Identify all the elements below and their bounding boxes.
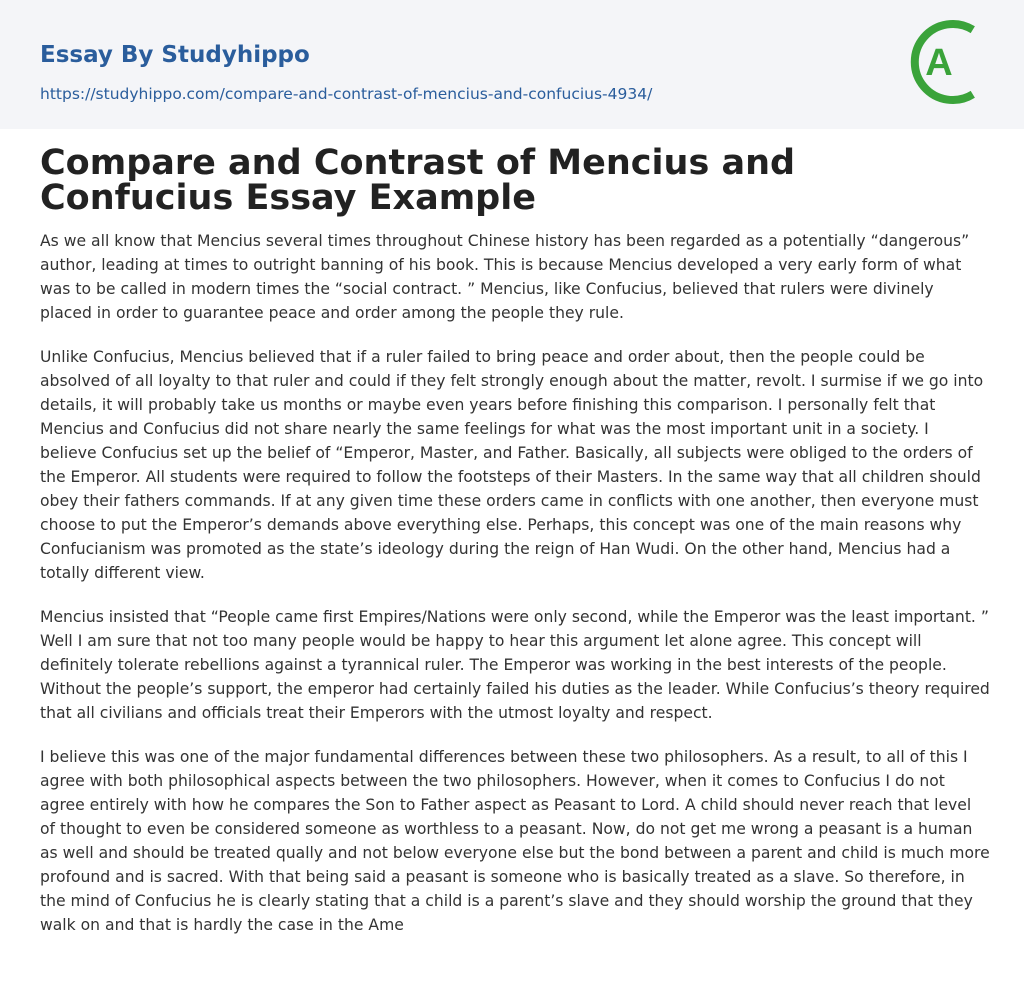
- article: [40, 143, 990, 937]
- article-paragraph: Unlike Confucius, Mencius believed that if a ruler failed to bring peace and order about, then the people could be absolved of all loyalty to that ruler and could if they felt strongly enough about the matter, revolt. I surmise if we go into details, it will probably take us months or maybe even years before finishing this comparison. I personally felt that Mencius and Confucius did not share nearly the same feelings for what was the most important unit in a society. I believe Confucius set up the belief of “Emperor, Master, and Father. Basically, all subjects were obliged to the orders of the Emperor. All students were required to follow the footsteps of their Masters. In the same way that all children should obey their fathers commands. If at any given time these orders came in conflicts with one another, then everyone must choose to put the Emperor’s demands above everything else. Perhaps, this concept was one of the main reasons why Confucianism was promoted as the state’s ideology during the reign of Han Wudi. On the other hand, Mencius had a totally different view.: [40, 348, 984, 582]
- site-title[interactable]: Essay By Studyhippo: [40, 42, 310, 68]
- article-paragraph: I believe this was one of the major fundamental differences between these two philosophers. As a result, to all of this I agree with both philosophical aspects between the two philosophers. However, when it comes to Confucius I do not agree entirely with how he compares the Son to Father aspect as Peasant to Lord. A child should never reach that level of thought to even be considered someone as worthless to a peasant. Now, do not get me wrong a peasant is a human as well and should be treated qually and not below everyone else but the bond between a parent and child is much more profound and is sacred. With that being said a peasant is someone who is basically treated as a slave. So therefore, in the mind of Confucius he is clearly stating that a child is a parent’s slave and they should worship the ground that they walk on and that is hardly the case in the Ame: [40, 748, 990, 934]
- article-paragraph: Mencius insisted that “People came first Empires/Nations were only second, while the Emperor was the least important. ” Well I am sure that not too many people would be happy to hear this argument let alone agree. This concept will definitely tolerate rebellions against a tyrannical ruler. The Emperor was working in the best interests of the people. Without the people’s support, the emperor had certainly failed his duties as the leader. While Confucius’s theory required that all civilians and officials treat their Emperors with the utmost loyalty and respect.: [40, 608, 990, 722]
- article-paragraph: As we all know that Mencius several times throughout Chinese history has been regarded as a potentially “dangerous” author, leading at times to outright banning of his book. This is because Mencius developed a very early form of what was to be called in modern times the “social contract. ” Mencius, like Confucius, believed that rulers were divinely placed in order to guarantee peace and order among the people they rule.: [40, 232, 970, 322]
- studyhippo-logo-icon[interactable]: [906, 17, 990, 107]
- source-url-link[interactable]: https://studyhippo.com/compare-and-contrast-of-mencius-and-confucius-4934/: [40, 85, 653, 103]
- site-header: [0, 0, 1024, 129]
- page-title: Compare and Contrast of Mencius and Confucius Essay Example: [40, 143, 796, 218]
- logo-letter: A: [925, 42, 953, 84]
